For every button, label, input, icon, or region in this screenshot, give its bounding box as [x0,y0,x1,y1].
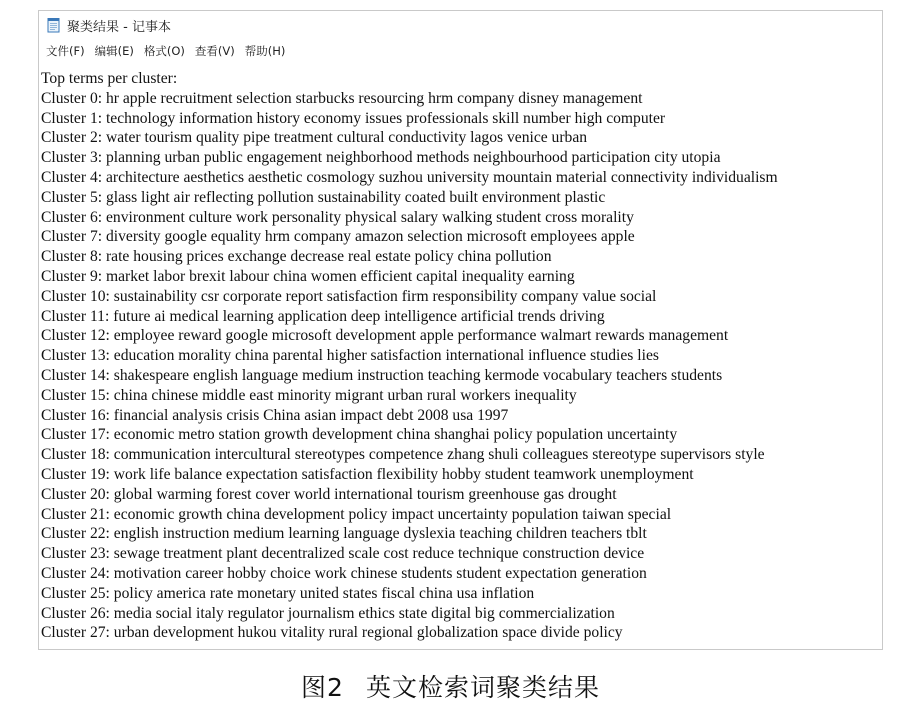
figure-title: 英文检索词聚类结果 [365,673,600,702]
cluster-line: Cluster 11: future ai medical learning application deep intelligence artificial trends driving [41,307,605,325]
cluster-line: Cluster 23: sewage treatment plant decentralized scale cost reduce technique construction device [41,545,645,563]
cluster-line: Cluster 7: diversity google equality hrm company amazon selection microsoft employees apple [41,228,635,246]
cluster-line: Cluster 24: motivation career hobby choice work chinese students student expectation generation [41,564,647,582]
figure-number: 图2 [301,673,344,702]
cluster-line: Cluster 18: communication intercultural stereotypes competence zhang shuli colleagues stereotype supervisors style [41,446,765,464]
menu-help[interactable]: 帮助(H) [244,44,286,58]
cluster-line: Cluster 15: china chinese middle east minority migrant urban rural workers inequality [41,386,577,404]
cluster-line: Cluster 17: economic metro station growth development china shanghai policy population uncertainty [41,426,678,444]
cluster-line: Cluster 4: architecture aesthetics aesthetic cosmology suzhou university mountain material connectivity individualism [41,168,778,186]
cluster-line: Cluster 9: market labor brexit labour china women efficient capital inequality earning [41,267,575,285]
menu-format[interactable]: 格式(O) [143,44,185,58]
cluster-line: Cluster 25: policy america rate monetary united states fiscal china usa inflation [41,584,535,602]
cluster-line: Cluster 12: employee reward google microsoft development apple performance walmart rewards management [41,327,729,345]
cluster-line: Cluster 22: english instruction medium learning language dyslexia teaching children teachers tblt [41,525,647,543]
menu-file[interactable]: 文件(F) [46,44,85,58]
document-heading-line: Top terms per cluster: [41,70,178,87]
cluster-line: Cluster 5: glass light air reflecting pollution sustainability coated built environment plastic [41,188,606,206]
cluster-line: Cluster 8: rate housing prices exchange decrease real estate policy china pollution [41,248,552,266]
figure-caption [0,668,901,704]
cluster-line: Cluster 2: water tourism quality pipe treatment cultural conductivity lagos venice urban [41,129,588,147]
notepad-icon [47,17,61,33]
cluster-line: Cluster 16: financial analysis crisis China asian impact debt 2008 usa 1997 [41,406,509,424]
cluster-line: Cluster 26: media social italy regulator journalism ethics state digital big commercialization [41,604,615,622]
cluster-line: Cluster 13: education morality china parental higher satisfaction international influence studies lies [41,347,659,365]
menu-view[interactable]: 查看(V) [194,44,235,58]
cluster-line: Cluster 20: global warming forest cover world international tourism greenhouse gas drought [41,485,617,503]
cluster-line: Cluster 27: urban development hukou vitality rural regional globalization space divide policy [41,624,623,642]
title-bar [39,11,882,39]
cluster-line: Cluster 1: technology information history economy issues professionals skill number high computer [41,109,666,127]
cluster-line: Cluster 10: sustainability csr corporate report satisfaction firm responsibility company value social [41,287,657,305]
cluster-line: Cluster 21: economic growth china development policy impact uncertainty population taiwan special [41,505,672,523]
menu-bar [39,39,882,63]
notepad-window [38,10,883,650]
window-title: 聚类结果 - 记事本 [67,19,171,35]
cluster-line: Cluster 14: shakespeare english language medium instruction teaching kermode vocabulary teachers students [41,366,723,384]
cluster-line: Cluster 6: environment culture work personality physical salary walking student cross morality [41,208,634,226]
menu-edit[interactable]: 编辑(E) [94,44,134,58]
cluster-line: Cluster 0: hr apple recruitment selection starbucks resourcing hrm company disney management [41,89,643,107]
text-editor-area[interactable] [41,69,880,647]
cluster-line: Cluster 3: planning urban public engagement neighborhood methods neighbourhood participation city utopia [41,149,721,167]
cluster-line: Cluster 19: work life balance expectation satisfaction flexibility hobby student teamwork unemployment [41,465,694,483]
